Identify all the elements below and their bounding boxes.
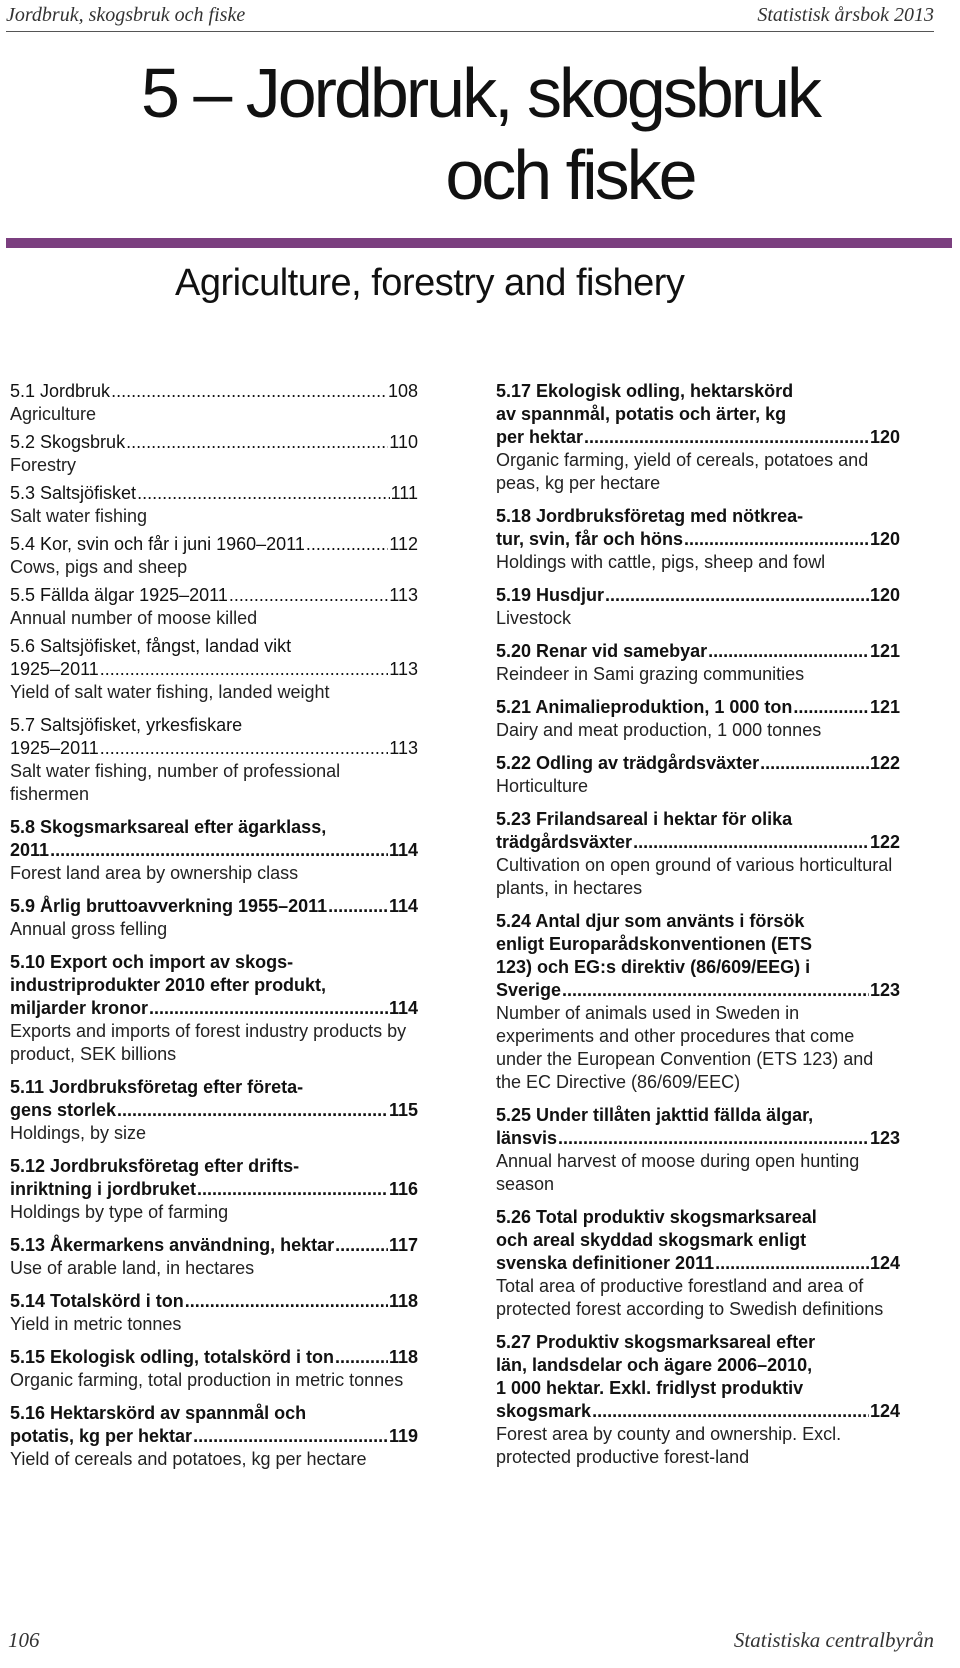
toc-entry-page-number: 118 <box>388 1347 418 1367</box>
toc-entry-title: 5.15 Ekologisk odling, totalskörd i ton <box>10 1347 335 1367</box>
toc-entry-title: 1925–2011 <box>10 738 99 758</box>
toc-entry-title: 5.19 Husdjur <box>496 585 605 605</box>
toc-entry-english-title: Annual harvest of moose during open hunting season <box>496 1151 860 1194</box>
toc-entry-title: 5.20 Renar vid samebyar <box>496 641 708 661</box>
toc-entry[interactable] <box>10 1402 418 1471</box>
dot-leader <box>117 1099 388 1122</box>
dot-leader <box>185 1290 388 1313</box>
toc-entry-english-title: Salt water fishing <box>10 506 148 526</box>
toc-entry-english-title: Yield of cereals and potatoes, kg per hectare <box>10 1449 367 1469</box>
header-chapter-title: Jordbruk, skogsbruk och fiske <box>6 4 246 26</box>
toc-entry[interactable] <box>496 380 900 495</box>
toc-entry-swedish-title-line: 5.26 Total produktiv skogsmarksareal <box>496 1207 817 1227</box>
toc-entry[interactable] <box>496 696 900 742</box>
toc-entry-title: 5.5 Fällda älgar 1925–2011 <box>10 585 228 605</box>
dot-leader <box>100 737 389 760</box>
toc-entry[interactable] <box>496 1206 900 1321</box>
toc-entry-english-title: Holdings, by size <box>10 1123 147 1143</box>
toc-entry-page-number: 111 <box>390 483 418 503</box>
toc-entry-swedish-title-line: 1 000 hektar. Exkl. fridlyst produktiv <box>496 1378 804 1398</box>
toc-entry-page-number: 114 <box>388 998 418 1018</box>
toc-entry-english-title: Forestry <box>10 455 77 475</box>
toc-entry-page-number: 114 <box>388 896 418 916</box>
chapter-subtitle: Agriculture, forestry and fishery <box>175 262 685 304</box>
toc-entry-title: per hektar <box>496 427 584 447</box>
toc-entry-english-title: Yield in metric tonnes <box>10 1314 182 1334</box>
toc-entry-english-title: Number of animals used in Sweden in experiments and other procedures that come under the European Convention (ETS 123) and the EC Directive (86/609/EEC) <box>496 1003 874 1092</box>
chapter-title-line-2: och fiske <box>445 136 695 214</box>
toc-entry-swedish-title-line: 5.17 Ekologisk odling, hektarskörd <box>496 381 794 401</box>
dot-leader <box>50 839 388 862</box>
dot-leader <box>605 584 869 607</box>
toc-entry[interactable] <box>496 808 900 900</box>
toc-entry-swedish-title-line: 5.10 Export och import av skogs- <box>10 952 294 972</box>
dot-leader <box>760 752 869 775</box>
running-footer <box>8 1628 934 1654</box>
toc-entry-page-number: 108 <box>387 381 418 401</box>
toc-entry-swedish-title-line: 5.24 Antal djur som använts i försök <box>496 911 805 931</box>
toc-entry-title: miljarder kronor <box>10 998 149 1018</box>
toc-entry-page-number: 117 <box>388 1235 418 1255</box>
dot-leader <box>684 528 869 551</box>
toc-entry-title: länsvis <box>496 1128 558 1148</box>
toc-entry-page-number: 120 <box>869 427 900 447</box>
dot-leader <box>715 1252 869 1275</box>
toc-entry-page-number: 110 <box>389 432 418 452</box>
toc-entry[interactable] <box>10 895 418 941</box>
toc-entry-english-title: Organic farming, yield of cereals, potatoes and peas, kg per hectare <box>496 450 869 493</box>
header-publication-title: Statistisk årsbok 2013 <box>757 4 934 26</box>
toc-entry-title: skogsmark <box>496 1401 592 1421</box>
dot-leader <box>197 1178 388 1201</box>
publisher-name: Statistiska centralbyrån <box>733 1628 934 1652</box>
toc-entry-page-number: 123 <box>869 980 900 1000</box>
dot-leader <box>335 1346 388 1369</box>
toc-entry-title: 5.21 Animalieproduktion, 1 000 ton <box>496 697 793 717</box>
toc-entry-swedish-title-line: enligt Europarådskonventionen (ETS <box>496 934 813 954</box>
toc-entry[interactable] <box>496 584 900 630</box>
toc-entry[interactable] <box>10 816 418 885</box>
toc-entry[interactable] <box>496 910 900 1094</box>
toc-entry-english-title: Cultivation on open ground of various horticultural plants, in hectares <box>496 855 893 898</box>
toc-entry-english-title: Organic farming, total production in metric tonnes <box>10 1370 404 1390</box>
toc-entry-page-number: 124 <box>869 1253 900 1273</box>
chapter-title <box>0 52 960 216</box>
toc-entry-page-number: 121 <box>869 697 900 717</box>
toc-entry-english-title: Forest land area by ownership class <box>10 863 299 883</box>
toc-entry-title: svenska definitioner 2011 <box>496 1253 715 1273</box>
toc-entry-title: 1925–2011 <box>10 659 99 679</box>
toc-entry[interactable] <box>10 380 418 426</box>
toc-entry-title: 5.4 Kor, svin och får i juni 1960–2011 <box>10 534 305 554</box>
toc-entry-english-title: Livestock <box>496 608 572 628</box>
toc-entry-english-title: Holdings with cattle, pigs, sheep and fowl <box>496 552 826 572</box>
toc-entry-title: gens storlek <box>10 1100 117 1120</box>
toc-entry-title: 5.1 Jordbruk <box>10 381 111 401</box>
dot-leader <box>562 979 869 1002</box>
dot-leader <box>584 426 869 449</box>
toc-entry-swedish-title-line: 5.6 Saltsjöfisket, fångst, landad vikt <box>10 636 292 656</box>
toc-entry-swedish-title-line: 5.7 Saltsjöfisket, yrkesfiskare <box>10 715 243 735</box>
toc-entry-english-title: Cows, pigs and sheep <box>10 557 188 577</box>
dot-leader <box>111 380 387 403</box>
toc-entry-page-number: 113 <box>389 585 418 605</box>
toc-entry-swedish-title-line: 5.16 Hektarskörd av spannmål och <box>10 1403 307 1423</box>
toc-entry-english-title: Yield of salt water fishing, landed weight <box>10 682 330 702</box>
toc-entry-english-title: Exports and imports of forest industry products by product, SEK billions <box>10 1021 407 1064</box>
toc-entry[interactable] <box>10 482 418 528</box>
toc-entry-swedish-title-line: av spannmål, potatis och ärter, kg <box>496 404 787 424</box>
dot-leader <box>793 696 869 719</box>
toc-entry-page-number: 122 <box>869 753 900 773</box>
toc-entry[interactable] <box>496 752 900 798</box>
dot-leader <box>335 1234 388 1257</box>
toc-entry-title: 2011 <box>10 840 50 860</box>
toc-entry-title: 5.22 Odling av trädgårdsväxter <box>496 753 760 773</box>
toc-entry-swedish-title-line: 5.27 Produktiv skogsmarksareal efter <box>496 1332 816 1352</box>
toc-entry-swedish-title-line: 5.25 Under tillåten jakttid fällda älgar, <box>496 1105 814 1125</box>
toc-entry-english-title: Reindeer in Sami grazing communities <box>496 664 805 684</box>
toc-entry-title: tur, svin, får och höns <box>496 529 684 549</box>
toc-entry-swedish-title-line: 123) och EG:s direktiv (86/609/EEG) i <box>496 957 811 977</box>
toc-entry[interactable] <box>496 1331 900 1469</box>
toc-entry-page-number: 114 <box>388 840 418 860</box>
dot-leader <box>708 640 869 663</box>
toc-entry-title: 5.9 Årlig bruttoavverkning 1955–2011 <box>10 896 328 916</box>
toc-entry[interactable] <box>10 951 418 1066</box>
header-rule <box>6 31 934 32</box>
toc-entry-page-number: 116 <box>388 1179 418 1199</box>
toc-entry-swedish-title-line: län, landsdelar och ägare 2006–2010, <box>496 1355 813 1375</box>
toc-entry-swedish-title-line: 5.18 Jordbruksföretag med nötkrea- <box>496 506 804 526</box>
toc-entry[interactable] <box>496 1104 900 1196</box>
dot-leader <box>126 431 388 454</box>
dot-leader <box>100 658 389 681</box>
toc-entry-title: 5.13 Åkermarkens användning, hektar <box>10 1235 335 1255</box>
toc-entry-title: 5.2 Skogsbruk <box>10 432 126 452</box>
toc-entry-english-title: Holdings by type of farming <box>10 1202 229 1222</box>
toc-entry[interactable] <box>10 1155 418 1224</box>
toc-entry[interactable] <box>496 505 900 574</box>
toc-entry-title: 5.14 Totalskörd i ton <box>10 1291 184 1311</box>
toc-entry-page-number: 120 <box>869 585 900 605</box>
toc-entry-page-number: 119 <box>388 1426 418 1446</box>
toc-entry-swedish-title-line: 5.8 Skogsmarksareal efter ägarklass, <box>10 817 327 837</box>
toc-entry-title: trädgårdsväxter <box>496 832 633 852</box>
toc-entry-swedish-title-line: industriprodukter 2010 efter produkt, <box>10 975 327 995</box>
toc-entry-english-title: Salt water fishing, number of professional fishermen <box>10 761 341 804</box>
toc-entry-english-title: Agriculture <box>10 404 97 424</box>
toc-entry[interactable] <box>10 635 418 704</box>
toc-entry[interactable] <box>10 1290 418 1336</box>
toc-entry-page-number: 112 <box>389 534 418 554</box>
toc-entry-page-number: 113 <box>389 659 418 679</box>
toc-entry-page-number: 123 <box>869 1128 900 1148</box>
toc-right-column <box>496 380 900 1479</box>
toc-entry[interactable] <box>496 640 900 686</box>
toc-entry-swedish-title-line: 5.11 Jordbruksföretag efter företa- <box>10 1077 304 1097</box>
toc-entry-swedish-title-line: 5.12 Jordbruksföretag efter drifts- <box>10 1156 300 1176</box>
accent-bar <box>6 238 952 248</box>
toc-entry-page-number: 118 <box>388 1291 418 1311</box>
toc-entry[interactable] <box>10 1234 418 1280</box>
toc-entry-title: inriktning i jordbruket <box>10 1179 197 1199</box>
toc-entry-page-number: 115 <box>388 1100 418 1120</box>
page-number: 106 <box>8 1628 40 1652</box>
toc-entry[interactable] <box>10 431 418 477</box>
dot-leader <box>592 1400 869 1423</box>
toc-entry-english-title: Use of arable land, in hectares <box>10 1258 255 1278</box>
dot-leader <box>229 584 388 607</box>
toc-entry-english-title: Annual number of moose killed <box>10 608 258 628</box>
toc-entry-title: Sverige <box>496 980 562 1000</box>
toc-entry-page-number: 121 <box>869 641 900 661</box>
toc-entry[interactable] <box>10 533 418 579</box>
dot-leader <box>633 831 869 854</box>
toc-entry-swedish-title-line: och areal skyddad skogsmark enligt <box>496 1230 807 1250</box>
toc-entry-page-number: 120 <box>869 529 900 549</box>
toc-entry-page-number: 113 <box>389 738 418 758</box>
toc-left-column <box>10 380 418 1481</box>
dot-leader <box>558 1127 869 1150</box>
dot-leader <box>193 1425 388 1448</box>
toc-entry-page-number: 124 <box>869 1401 900 1421</box>
dot-leader <box>137 482 390 505</box>
toc-entry[interactable] <box>10 584 418 630</box>
toc-entry[interactable] <box>10 1346 418 1392</box>
toc-entry-english-title: Annual gross felling <box>10 919 168 939</box>
toc-entry-title: 5.3 Saltsjöfisket <box>10 483 137 503</box>
toc-entry-swedish-title-line: 5.23 Frilandsareal i hektar för olika <box>496 809 793 829</box>
toc-entry-page-number: 122 <box>869 832 900 852</box>
toc-entry-english-title: Horticulture <box>496 776 589 796</box>
toc-entry-english-title: Dairy and meat production, 1 000 tonnes <box>496 720 822 740</box>
chapter-title-line-1: 5 – Jordbruk, skogsbruk <box>140 54 820 132</box>
dot-leader <box>306 533 388 556</box>
running-header <box>6 4 934 32</box>
dot-leader <box>328 895 388 918</box>
toc-entry-title: potatis, kg per hektar <box>10 1426 193 1446</box>
toc-entry-english-title: Total area of productive forestland and area of protected forest according to Swedish definitions <box>496 1276 884 1319</box>
dot-leader <box>149 997 388 1020</box>
toc-entry[interactable] <box>10 1076 418 1145</box>
toc-entry[interactable] <box>10 714 418 806</box>
toc-entry-english-title: Forest area by county and ownership. Excl. protected productive forest-land <box>496 1424 842 1467</box>
